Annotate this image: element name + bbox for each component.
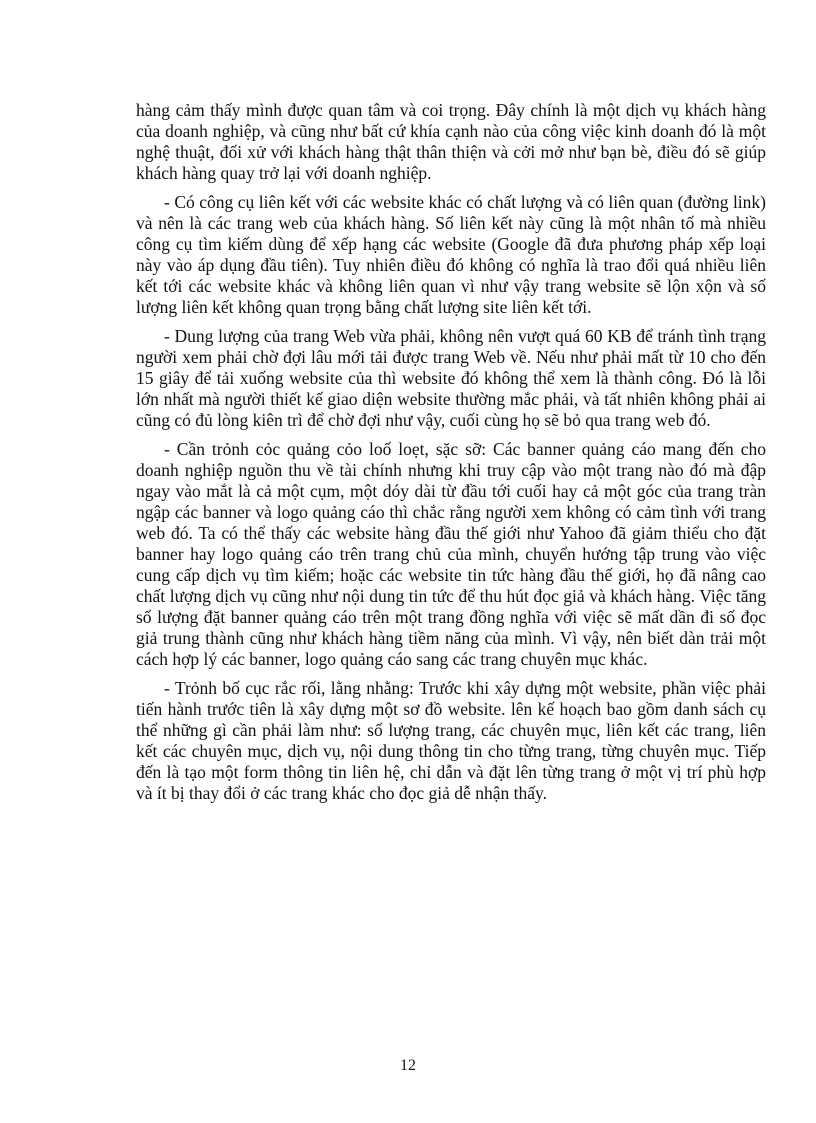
page-number: 12 [400,1057,416,1074]
paragraph-layout-structure: - Trỏnh bố cục rắc rối, lằng nhằng: Trước khi xây dựng một website, phần việc phải tiến hành trước tiên là xây dựng một sơ đồ website. lên kế hoạch bao gồm danh sách cụ thể những gì cần phải làm như: số lượng trang, các chuyên mục, liên kết các trang, liên kết các chuyên mục, dịch vụ, nội dung thông tin cho từng trang, từng chuyên mục. Tiếp đến là tạo một form thông tin liên hệ, chỉ dẫn và đặt lên từng trang ở một vị trí phù hợp và ít bị thay đổi ở các trang khác cho đọc giả dễ nhận thấy. [136,678,766,803]
paragraph-banner-ads: - Cần trỏnh cỏc quảng cỏo loố loẹt, sặc sỡ: Các banner quảng cáo mang đến cho doanh nghiệp nguồn thu về tài chính nhưng khi truy cập vào một trang nào đó mà đập ngay vào mắt là cả một cụm, một dóy dài từ đầu tới cuối hay cả một góc của trang tràn ngập các banner và logo quảng cáo thì chắc rằng người xem không có cảm tình với trang web đó. Ta có thể thấy các website hàng đầu thế giới như Yahoo đã giảm thiểu cho đặt banner hay logo quảng cáo trên trang chủ của mình, chuyển hướng tập trung vào việc cung cấp dịch vụ tìm kiếm; hoặc các website tin tức hàng đầu thế giới, họ đã nâng cao chất lượng dịch vụ cũng như nội dung tin tức để thu hút đọc giả và khách hàng. Việc tăng số lượng đặt banner quảng cáo trên một trang đồng nghĩa với việc sẽ mất dần đi số đọc giả trung thành cũng như khách hàng tiềm năng của mình. Vì vậy, nên biết dàn trải một cách hợp lý các banner, logo quảng cáo sang các trang chuyên mục khác. [136,439,766,669]
document-body [136,100,766,812]
paragraph-page-size: - Dung lượng của trang Web vừa phải, không nên vượt quá 60 KB để tránh tình trạng người xem phải chờ đợi lâu mới tải được trang Web về. Nếu như phải mất từ 10 cho đến 15 giây để tải xuống website của thì website đó không thể xem là thành công. Đó là lỗi lớn nhất mà người thiết kế giao diện website thường mắc phải, và tất nhiên không phải ai cũng có đủ lòng kiên trì để chờ đợi như vậy, cuối cùng họ sẽ bỏ qua trang web đó. [136,326,766,430]
paragraph-backlinks: - Có công cụ liên kết với các website khác có chất lượng và có liên quan (đường link) và nên là các trang web của khách hàng. Số liên kết này cũng là một nhân tố mà nhiều công cụ tìm kiếm dùng để xếp hạng các website (Google đã đưa phương pháp xếp loại này vào áp dụng đầu tiên). Tuy nhiên điều đó không có nghĩa là trao đổi quá nhiều liên kết tới các website khác và không liên quan vì như vậy trang website sẽ lộn xộn và số lượng liên kết không quan trọng bằng chất lượng site liên kết tới. [136,192,766,317]
paragraph-continuation: hàng cảm thấy mình được quan tâm và coi trọng. Đây chính là một dịch vụ khách hàng của doanh nghiệp, và cũng như bất cứ khía cạnh nào của công việc kinh doanh đó là một nghệ thuật, đối xử với khách hàng thật thân thiện và cởi mở như bạn bè, điều đó sẽ giúp khách hàng quay trở lại với doanh nghiệp. [136,100,766,183]
